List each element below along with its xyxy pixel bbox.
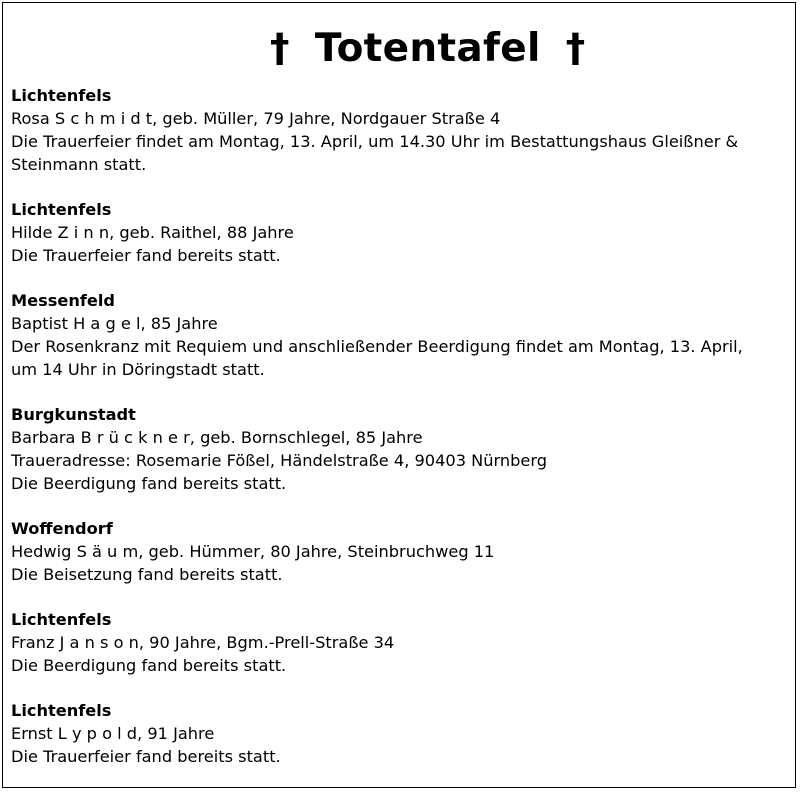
obituary-entry	[11, 198, 791, 267]
entry-line: Die Beerdigung fand bereits statt.	[11, 656, 287, 675]
entry-line: um 14 Uhr in Döringstadt statt.	[11, 360, 265, 379]
entry-place: Burgkunstadt	[11, 405, 136, 424]
entry-line: Der Rosenkranz mit Requiem und anschließender Beerdigung findet am Montag, 13. April,	[11, 337, 743, 356]
entry-line: Hedwig S ä u m, geb. Hümmer, 80 Jahre, Steinbruchweg 11	[11, 542, 495, 561]
obituary-entry	[11, 403, 791, 495]
entry-line: Ernst L y p o l d, 91 Jahre	[11, 724, 215, 743]
entry-line: Die Trauerfeier findet am Montag, 13. April, um 14.30 Uhr im Bestattungshaus Gleißner &	[11, 132, 739, 151]
entry-place: Woffendorf	[11, 519, 113, 538]
entry-line: Rosa S c h m i d t, geb. Müller, 79 Jahre, Nordgauer Straße 4	[11, 109, 501, 128]
entry-place: Lichtenfels	[11, 200, 112, 219]
entry-place: Messenfeld	[11, 291, 116, 310]
cross-icon-left: †	[269, 25, 290, 71]
entry-line: Die Beisetzung fand bereits statt.	[11, 565, 283, 584]
entry-line: Hilde Z i n n, geb. Raithel, 88 Jahre	[11, 223, 294, 242]
obituary-entry	[11, 608, 791, 677]
entry-line: Steinmann statt.	[11, 155, 147, 174]
entry-line: Barbara B r ü c k n e r, geb. Bornschlegel, 85 Jahre	[11, 428, 423, 447]
entry-line: Die Trauerfeier fand bereits statt.	[11, 747, 281, 766]
entry-place: Lichtenfels	[11, 701, 112, 720]
cross-icon-right: †	[565, 25, 586, 71]
entry-line: Die Beerdigung fand bereits statt.	[11, 474, 287, 493]
header	[0, 22, 800, 74]
entry-line: Franz J a n s o n, 90 Jahre, Bgm.-Prell-Straße 34	[11, 633, 395, 652]
obituary-entry	[11, 517, 791, 586]
entry-line: Traueradresse: Rosemarie Fößel, Händelstraße 4, 90403 Nürnberg	[11, 451, 548, 470]
entry-place: Lichtenfels	[11, 610, 112, 629]
obituary-list	[11, 84, 791, 790]
entry-place: Lichtenfels	[11, 86, 112, 105]
obituary-entry	[11, 699, 791, 768]
entry-line: Baptist H a g e l, 85 Jahre	[11, 314, 218, 333]
obituary-entry	[11, 289, 791, 381]
obituary-entry	[11, 84, 791, 176]
entry-line: Die Trauerfeier fand bereits statt.	[11, 246, 281, 265]
title-text: Totentafel	[314, 25, 541, 71]
